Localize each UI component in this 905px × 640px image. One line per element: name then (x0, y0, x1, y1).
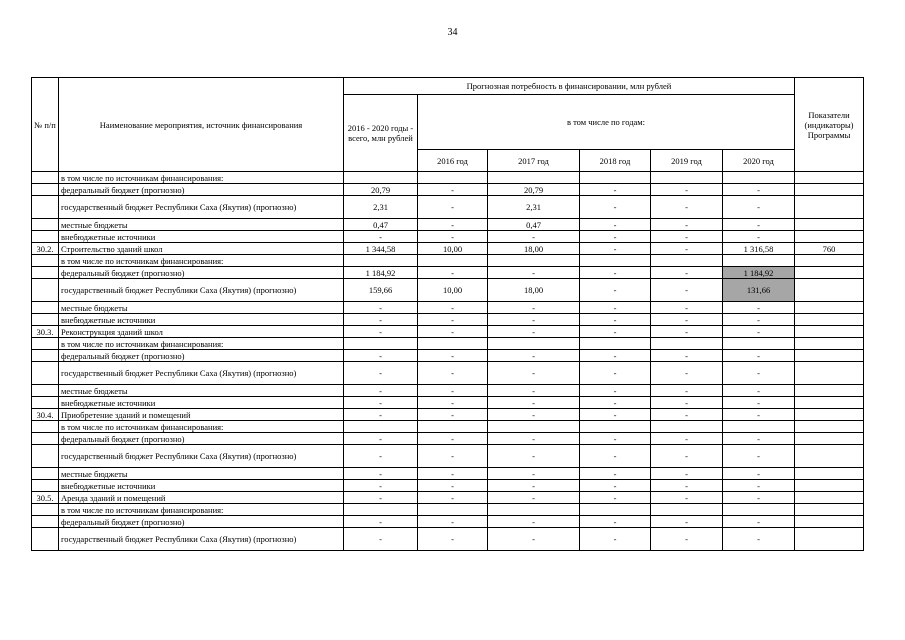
cell-2017: - (488, 433, 580, 445)
cell-2020: - (723, 445, 795, 468)
cell-total: - (344, 326, 418, 338)
cell-indicator (795, 267, 864, 279)
cell-2016: - (418, 326, 488, 338)
cell-2016: - (418, 362, 488, 385)
cell-2016: - (418, 219, 488, 231)
cell-2018: - (580, 385, 651, 397)
cell-2018: - (580, 409, 651, 421)
cell-indicator (795, 326, 864, 338)
cell-total: 2,31 (344, 196, 418, 219)
table-row (32, 350, 864, 362)
cell-indicator (795, 184, 864, 196)
cell-2020: - (723, 409, 795, 421)
table-row (32, 184, 864, 196)
cell-2016: - (418, 397, 488, 409)
cell-total: - (344, 350, 418, 362)
cell-2016 (418, 255, 488, 267)
cell-2020: - (723, 397, 795, 409)
cell-indicator (795, 385, 864, 397)
header-number: № п/п (32, 78, 59, 172)
cell-2017: - (488, 492, 580, 504)
cell-2019: - (651, 267, 723, 279)
cell-2018: - (580, 326, 651, 338)
cell-2016: - (418, 231, 488, 243)
cell-2016: - (418, 184, 488, 196)
cell-number (32, 468, 59, 480)
cell-number (32, 421, 59, 433)
header-name: Наименование мероприятия, источник финансирования (59, 78, 344, 172)
cell-2017 (488, 421, 580, 433)
table-row (32, 326, 864, 338)
cell-2020: - (723, 196, 795, 219)
cell-indicator (795, 255, 864, 267)
cell-number (32, 231, 59, 243)
table-row (32, 172, 864, 184)
cell-2019 (651, 504, 723, 516)
cell-2016: - (418, 196, 488, 219)
cell-2018: - (580, 433, 651, 445)
cell-number (32, 219, 59, 231)
cell-2017: 0,47 (488, 219, 580, 231)
cell-name: местные бюджеты (59, 385, 344, 397)
cell-total: - (344, 231, 418, 243)
cell-indicator (795, 350, 864, 362)
table-row (32, 314, 864, 326)
cell-2018 (580, 172, 651, 184)
table-row (32, 255, 864, 267)
cell-2016: - (418, 385, 488, 397)
cell-2018: - (580, 219, 651, 231)
cell-total: - (344, 480, 418, 492)
cell-number: 30.5. (32, 492, 59, 504)
cell-indicator (795, 314, 864, 326)
cell-number: 30.2. (32, 243, 59, 255)
cell-2016 (418, 172, 488, 184)
cell-2016: - (418, 267, 488, 279)
cell-number (32, 279, 59, 302)
header-year-2019: 2019 год (651, 150, 723, 172)
cell-indicator (795, 338, 864, 350)
cell-indicator (795, 302, 864, 314)
table-row (32, 385, 864, 397)
table-row (32, 243, 864, 255)
cell-2019: - (651, 480, 723, 492)
cell-total (344, 172, 418, 184)
cell-total: 1 344,58 (344, 243, 418, 255)
cell-number (32, 516, 59, 528)
cell-2017: - (488, 445, 580, 468)
cell-indicator (795, 480, 864, 492)
cell-name: государственный бюджет Республики Саха (Якутия) (прогнозно) (59, 279, 344, 302)
cell-2016: - (418, 409, 488, 421)
cell-number: 30.4. (32, 409, 59, 421)
cell-number (32, 184, 59, 196)
cell-2017: - (488, 350, 580, 362)
cell-total: 20,79 (344, 184, 418, 196)
cell-2018: - (580, 362, 651, 385)
cell-2017: - (488, 362, 580, 385)
cell-total (344, 504, 418, 516)
cell-name: внебюджетные источники (59, 480, 344, 492)
cell-2018: - (580, 445, 651, 468)
cell-2016: - (418, 492, 488, 504)
cell-number (32, 338, 59, 350)
cell-2019: - (651, 409, 723, 421)
cell-indicator (795, 172, 864, 184)
cell-2018: - (580, 480, 651, 492)
cell-2020: - (723, 314, 795, 326)
cell-total: - (344, 433, 418, 445)
cell-2018: - (580, 350, 651, 362)
cell-indicator (795, 362, 864, 385)
cell-2019: - (651, 350, 723, 362)
table-row (32, 267, 864, 279)
cell-2019: - (651, 492, 723, 504)
cell-2020: - (723, 302, 795, 314)
cell-2016: - (418, 302, 488, 314)
cell-2019: - (651, 196, 723, 219)
cell-2019: - (651, 385, 723, 397)
cell-2018: - (580, 397, 651, 409)
cell-number (32, 350, 59, 362)
cell-2017: 18,00 (488, 279, 580, 302)
cell-indicator (795, 279, 864, 302)
cell-name: государственный бюджет Республики Саха (Якутия) (прогнозно) (59, 445, 344, 468)
cell-2020 (723, 255, 795, 267)
cell-2020: 1 184,92 (723, 267, 795, 279)
cell-indicator: 760 (795, 243, 864, 255)
table-row (32, 445, 864, 468)
cell-2018: - (580, 243, 651, 255)
cell-2020: - (723, 326, 795, 338)
table-row (32, 279, 864, 302)
table-row (32, 433, 864, 445)
cell-number (32, 504, 59, 516)
cell-2019: - (651, 326, 723, 338)
cell-name: федеральный бюджет (прогнозно) (59, 433, 344, 445)
cell-total: - (344, 385, 418, 397)
cell-2018: - (580, 492, 651, 504)
cell-2019: - (651, 468, 723, 480)
cell-name: в том числе по источникам финансирования: (59, 255, 344, 267)
cell-indicator (795, 528, 864, 551)
cell-2017: - (488, 385, 580, 397)
cell-indicator (795, 516, 864, 528)
cell-2017: 18,00 (488, 243, 580, 255)
cell-total: 1 184,92 (344, 267, 418, 279)
table-row (32, 196, 864, 219)
cell-2019 (651, 172, 723, 184)
table-row (32, 516, 864, 528)
cell-2016: - (418, 433, 488, 445)
cell-2020: - (723, 362, 795, 385)
cell-number (32, 362, 59, 385)
cell-2017: - (488, 231, 580, 243)
cell-2018 (580, 504, 651, 516)
cell-indicator (795, 196, 864, 219)
cell-name: в том числе по источникам финансирования: (59, 504, 344, 516)
cell-2020: - (723, 350, 795, 362)
header-year-2018: 2018 год (580, 150, 651, 172)
table-row (32, 468, 864, 480)
cell-2017 (488, 255, 580, 267)
table-body (32, 78, 864, 551)
cell-2020: 1 316,58 (723, 243, 795, 255)
cell-2020: - (723, 468, 795, 480)
cell-name: местные бюджеты (59, 302, 344, 314)
cell-name: местные бюджеты (59, 219, 344, 231)
cell-name: федеральный бюджет (прогнозно) (59, 267, 344, 279)
header-total: 2016 - 2020 годы - всего, млн рублей (344, 95, 418, 172)
cell-indicator (795, 445, 864, 468)
cell-total: 159,66 (344, 279, 418, 302)
cell-name: местные бюджеты (59, 468, 344, 480)
header-year-2020: 2020 год (723, 150, 795, 172)
cell-2020: - (723, 184, 795, 196)
cell-total: - (344, 445, 418, 468)
cell-name: государственный бюджет Республики Саха (Якутия) (прогнозно) (59, 528, 344, 551)
cell-2018: - (580, 528, 651, 551)
cell-2020: - (723, 231, 795, 243)
cell-name: в том числе по источникам финансирования: (59, 338, 344, 350)
cell-name: государственный бюджет Республики Саха (Якутия) (прогнозно) (59, 362, 344, 385)
cell-2017: - (488, 302, 580, 314)
cell-2020: - (723, 528, 795, 551)
cell-2016 (418, 421, 488, 433)
cell-number (32, 397, 59, 409)
cell-indicator (795, 409, 864, 421)
cell-2017 (488, 504, 580, 516)
cell-2017: 2,31 (488, 196, 580, 219)
cell-indicator (795, 397, 864, 409)
cell-2017: - (488, 480, 580, 492)
cell-total: - (344, 516, 418, 528)
cell-2017: - (488, 468, 580, 480)
cell-total: - (344, 468, 418, 480)
cell-name: федеральный бюджет (прогнозно) (59, 516, 344, 528)
table-row (32, 397, 864, 409)
cell-2017: - (488, 528, 580, 551)
cell-2017: - (488, 516, 580, 528)
cell-number (32, 385, 59, 397)
cell-2016: 10,00 (418, 279, 488, 302)
cell-2016: - (418, 480, 488, 492)
cell-2019 (651, 421, 723, 433)
cell-name: государственный бюджет Республики Саха (Якутия) (прогнозно) (59, 196, 344, 219)
cell-indicator (795, 219, 864, 231)
cell-2020: - (723, 492, 795, 504)
cell-2016 (418, 338, 488, 350)
cell-indicator (795, 492, 864, 504)
cell-2016: - (418, 314, 488, 326)
cell-2019 (651, 338, 723, 350)
cell-total: - (344, 302, 418, 314)
cell-2019: - (651, 397, 723, 409)
cell-total (344, 421, 418, 433)
cell-2017: - (488, 409, 580, 421)
cell-2020 (723, 421, 795, 433)
table-row (32, 409, 864, 421)
cell-2016 (418, 504, 488, 516)
cell-number (32, 445, 59, 468)
financing-table (31, 77, 864, 551)
cell-2018 (580, 255, 651, 267)
cell-2017: - (488, 267, 580, 279)
cell-number (32, 480, 59, 492)
cell-name: в том числе по источникам финансирования: (59, 421, 344, 433)
cell-2016: - (418, 350, 488, 362)
cell-number (32, 255, 59, 267)
cell-2016: - (418, 468, 488, 480)
cell-number (32, 528, 59, 551)
cell-2019: - (651, 528, 723, 551)
cell-2019: - (651, 445, 723, 468)
header-indicators: Показатели (индикаторы) Программы (795, 78, 864, 172)
table-row (32, 302, 864, 314)
table-row (32, 421, 864, 433)
cell-2018: - (580, 184, 651, 196)
cell-number (32, 433, 59, 445)
page-number: 34 (447, 27, 458, 38)
cell-total: - (344, 492, 418, 504)
table-row (32, 528, 864, 551)
cell-total (344, 338, 418, 350)
cell-2018: - (580, 302, 651, 314)
cell-name: Строительство зданий школ (59, 243, 344, 255)
cell-2018 (580, 338, 651, 350)
table-row (32, 219, 864, 231)
cell-total (344, 255, 418, 267)
cell-number (32, 196, 59, 219)
cell-total: - (344, 528, 418, 551)
cell-2020: - (723, 480, 795, 492)
cell-2019: - (651, 433, 723, 445)
cell-2017: - (488, 314, 580, 326)
cell-name: федеральный бюджет (прогнозно) (59, 184, 344, 196)
header-years-title: в том числе по годам: (418, 95, 795, 150)
cell-2018: - (580, 279, 651, 302)
cell-indicator (795, 433, 864, 445)
table-row (32, 362, 864, 385)
cell-2019: - (651, 231, 723, 243)
cell-2017: - (488, 397, 580, 409)
cell-2018: - (580, 468, 651, 480)
cell-2018: - (580, 267, 651, 279)
cell-2017: - (488, 326, 580, 338)
cell-name: Аренда зданий и помещений (59, 492, 344, 504)
cell-total: - (344, 409, 418, 421)
cell-2016: - (418, 516, 488, 528)
table-row (32, 480, 864, 492)
header-row-1 (32, 78, 864, 95)
cell-2020: 131,66 (723, 279, 795, 302)
cell-indicator (795, 504, 864, 516)
cell-2019: - (651, 314, 723, 326)
table-row (32, 504, 864, 516)
cell-name: Приобретение зданий и помещений (59, 409, 344, 421)
header-year-2017: 2017 год (488, 150, 580, 172)
cell-2017 (488, 172, 580, 184)
cell-name: в том числе по источникам финансирования: (59, 172, 344, 184)
cell-total: - (344, 314, 418, 326)
cell-number (32, 314, 59, 326)
cell-indicator (795, 468, 864, 480)
header-year-2016: 2016 год (418, 150, 488, 172)
cell-number (32, 267, 59, 279)
cell-2020: - (723, 385, 795, 397)
cell-name: федеральный бюджет (прогнозно) (59, 350, 344, 362)
cell-2020: - (723, 433, 795, 445)
cell-2017 (488, 338, 580, 350)
cell-2018: - (580, 196, 651, 219)
cell-2018: - (580, 516, 651, 528)
cell-2020: - (723, 516, 795, 528)
cell-2018: - (580, 314, 651, 326)
cell-2020: - (723, 219, 795, 231)
cell-indicator (795, 231, 864, 243)
cell-name: внебюджетные источники (59, 397, 344, 409)
cell-2016: - (418, 528, 488, 551)
table-row (32, 492, 864, 504)
cell-2020 (723, 338, 795, 350)
cell-2016: - (418, 445, 488, 468)
table-row (32, 338, 864, 350)
cell-name: Реконструкция зданий школ (59, 326, 344, 338)
cell-number: 30.3. (32, 326, 59, 338)
cell-2018 (580, 421, 651, 433)
cell-2020 (723, 504, 795, 516)
cell-2019: - (651, 279, 723, 302)
cell-total: - (344, 397, 418, 409)
cell-2019: - (651, 302, 723, 314)
cell-2020 (723, 172, 795, 184)
cell-2018: - (580, 231, 651, 243)
cell-number (32, 302, 59, 314)
cell-2019: - (651, 362, 723, 385)
header-group-title: Прогнозная потребность в финансировании, млн рублей (344, 78, 795, 95)
cell-total: 0,47 (344, 219, 418, 231)
cell-name: внебюджетные источники (59, 231, 344, 243)
cell-2019 (651, 255, 723, 267)
cell-indicator (795, 421, 864, 433)
cell-2019: - (651, 243, 723, 255)
cell-total: - (344, 362, 418, 385)
cell-name: внебюджетные источники (59, 314, 344, 326)
cell-2019: - (651, 516, 723, 528)
table-row (32, 231, 864, 243)
cell-2019: - (651, 184, 723, 196)
cell-2016: 10,00 (418, 243, 488, 255)
cell-number (32, 172, 59, 184)
cell-2017: 20,79 (488, 184, 580, 196)
cell-2019: - (651, 219, 723, 231)
